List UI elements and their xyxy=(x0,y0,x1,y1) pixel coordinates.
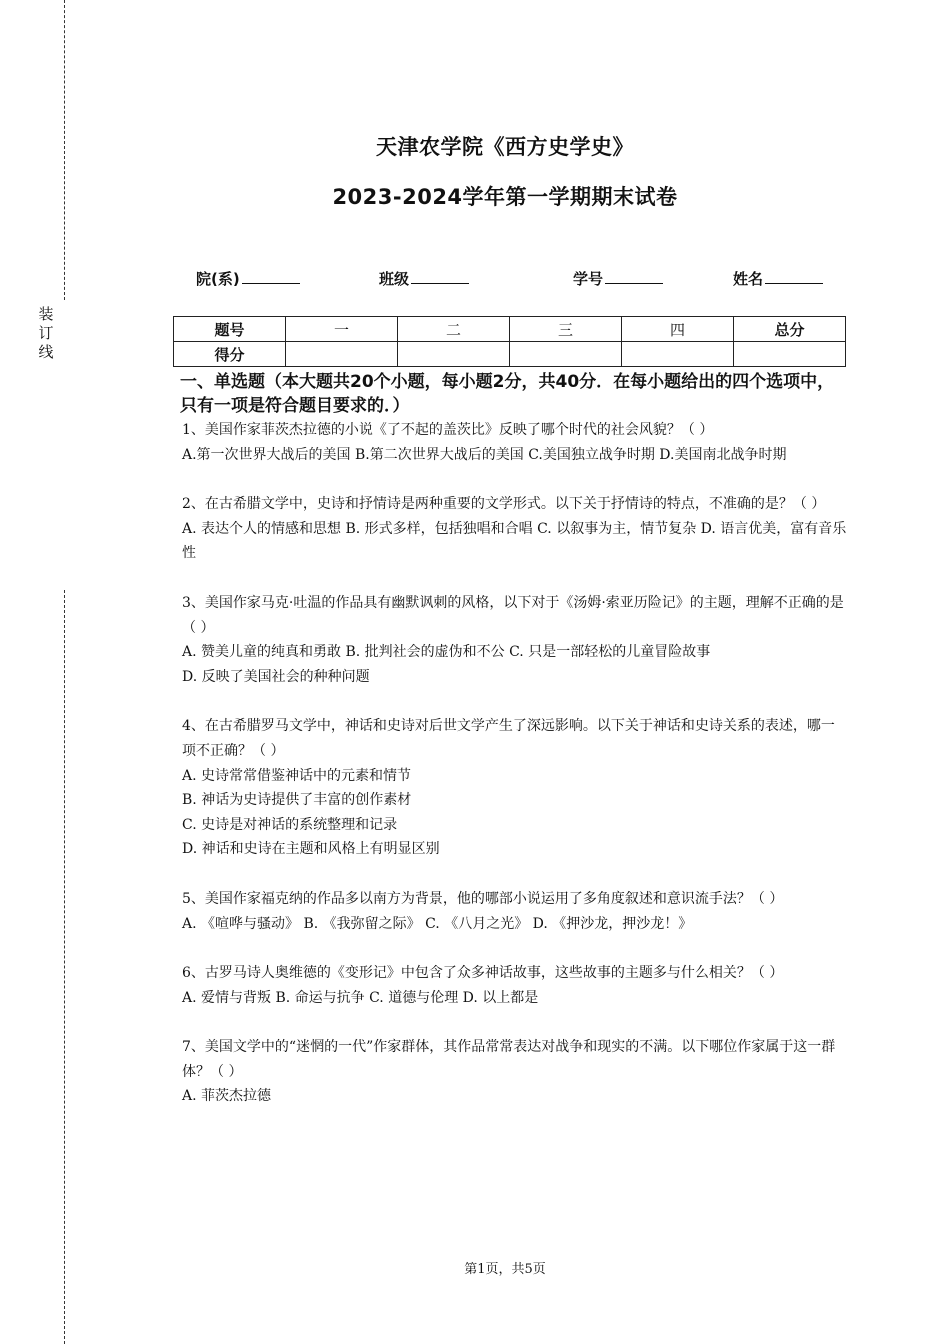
exam-content xyxy=(182,370,847,1109)
question-options: A. 史诗常常借鉴神话中的元素和情节 xyxy=(182,767,412,784)
score-table-score-row xyxy=(174,342,846,367)
info-field-student-id-label: 学号 xyxy=(573,270,604,288)
question-options: A. 菲茨杰拉德 xyxy=(182,1088,272,1105)
score-table-header-cell: 一 xyxy=(286,317,398,342)
question-item xyxy=(182,1035,847,1109)
question-options: A. 《喧哗与骚动》 B. 《我弥留之际》 C. 《八月之光》 D. 《押沙龙，押沙龙！》 xyxy=(182,915,693,932)
question-text: 3、美国作家马克·吐温的作品具有幽默讽刺的风格，以下对于《汤姆·索亚历险记》的主题，理解不正确的是（ ） xyxy=(182,594,844,636)
info-field-student-id xyxy=(573,268,663,289)
question-item xyxy=(182,418,847,467)
question-text: 6、古罗马诗人奥维德的《变形记》中包含了众多神话故事，这些故事的主题多与什么相关？（ ） xyxy=(182,965,784,982)
binding-label xyxy=(37,305,55,362)
score-table-header-cell: 三 xyxy=(510,317,622,342)
question-options: B. 神话为史诗提供了丰富的创作素材 xyxy=(182,792,412,809)
info-field-student-id-blank xyxy=(605,268,663,284)
info-field-name-label: 姓名 xyxy=(733,270,764,288)
question-item xyxy=(182,591,847,689)
section-title: 一、单选题（本大题共20个小题，每小题2分，共40分．在每小题给出的四个选项中，只有一项是符合题目要求的．） xyxy=(180,372,835,416)
exam-title: 天津农学院《西方史学史》 xyxy=(376,135,634,159)
info-field-name xyxy=(733,268,823,289)
info-field-department xyxy=(196,268,300,289)
question-options: A. 爱情与背叛 B. 命运与抗争 C. 道德与伦理 D. 以上都是 xyxy=(182,989,539,1006)
score-cell xyxy=(286,342,398,367)
question-item xyxy=(182,714,847,862)
question-text: 1、美国作家菲茨杰拉德的小说《了不起的盖茨比》反映了哪个时代的社会风貌？（ ） xyxy=(182,422,714,438)
question-item xyxy=(182,961,847,1010)
question-item xyxy=(182,492,847,566)
binding-label-text: 装 订 线 xyxy=(38,305,54,361)
score-table xyxy=(173,316,846,367)
info-field-department-label: 院(系) xyxy=(196,270,240,288)
binding-line-bottom xyxy=(64,590,65,1344)
info-field-name-blank xyxy=(765,268,823,284)
score-table-header-cell: 题号 xyxy=(174,317,286,342)
score-cell xyxy=(510,342,622,367)
score-cell xyxy=(734,342,846,367)
score-table-score-label: 得分 xyxy=(174,342,286,367)
question-options: D. 反映了美国社会的种种问题 xyxy=(182,668,370,685)
info-field-class-blank xyxy=(411,268,469,284)
page-footer: 第1页，共5页 xyxy=(464,1262,546,1277)
score-table-header-cell: 二 xyxy=(398,317,510,342)
question-options: A. 赞美儿童的纯真和勇敢 B. 批判社会的虚伪和不公 C. 只是一部轻松的儿童冒险故事 xyxy=(182,644,711,661)
question-list xyxy=(182,418,847,1109)
question-options: C. 史诗是对神话的系统整理和记录 xyxy=(182,816,398,833)
question-item xyxy=(182,887,847,936)
question-text: 7、美国文学中的“迷惘的一代”作家群体，其作品常常表达对战争和现实的不满。以下哪位作家属于这一群体？（ ） xyxy=(182,1039,836,1080)
info-field-class-label: 班级 xyxy=(379,270,410,288)
question-text: 5、美国作家福克纳的作品多以南方为背景，他的哪部小说运用了多角度叙述和意识流手法？（ ） xyxy=(182,890,784,907)
exam-subtitle: 2023-2024学年第一学期期末试卷 xyxy=(332,185,678,209)
question-text: 2、在古希腊文学中，史诗和抒情诗是两种重要的文学形式。以下关于抒情诗的特点，不准确的是？（ ） xyxy=(182,496,826,513)
score-table-header-row xyxy=(174,317,846,342)
question-options: A.第一次世界大战后的美国 B.第二次世界大战后的美国 C.美国独立战争时期 D.美国南北战争时期 xyxy=(182,446,787,463)
info-field-department-blank xyxy=(242,268,300,284)
score-cell xyxy=(622,342,734,367)
info-field-class xyxy=(379,268,469,289)
question-options: A. 表达个人的情感和思想 B. 形式多样，包括独唱和合唱 C. 以叙事为主，情节复杂 D. 语言优美，富有音乐性 xyxy=(182,520,847,562)
score-table-header-cell: 四 xyxy=(622,317,734,342)
score-table-header-cell: 总分 xyxy=(734,317,846,342)
question-text: 4、在古希腊罗马文学中，神话和史诗对后世文学产生了深远影响。以下关于神话和史诗关系的表述，哪一项不正确？（ ） xyxy=(182,718,835,759)
score-cell xyxy=(398,342,510,367)
question-options: D. 神话和史诗在主题和风格上有明显区别 xyxy=(182,841,440,858)
